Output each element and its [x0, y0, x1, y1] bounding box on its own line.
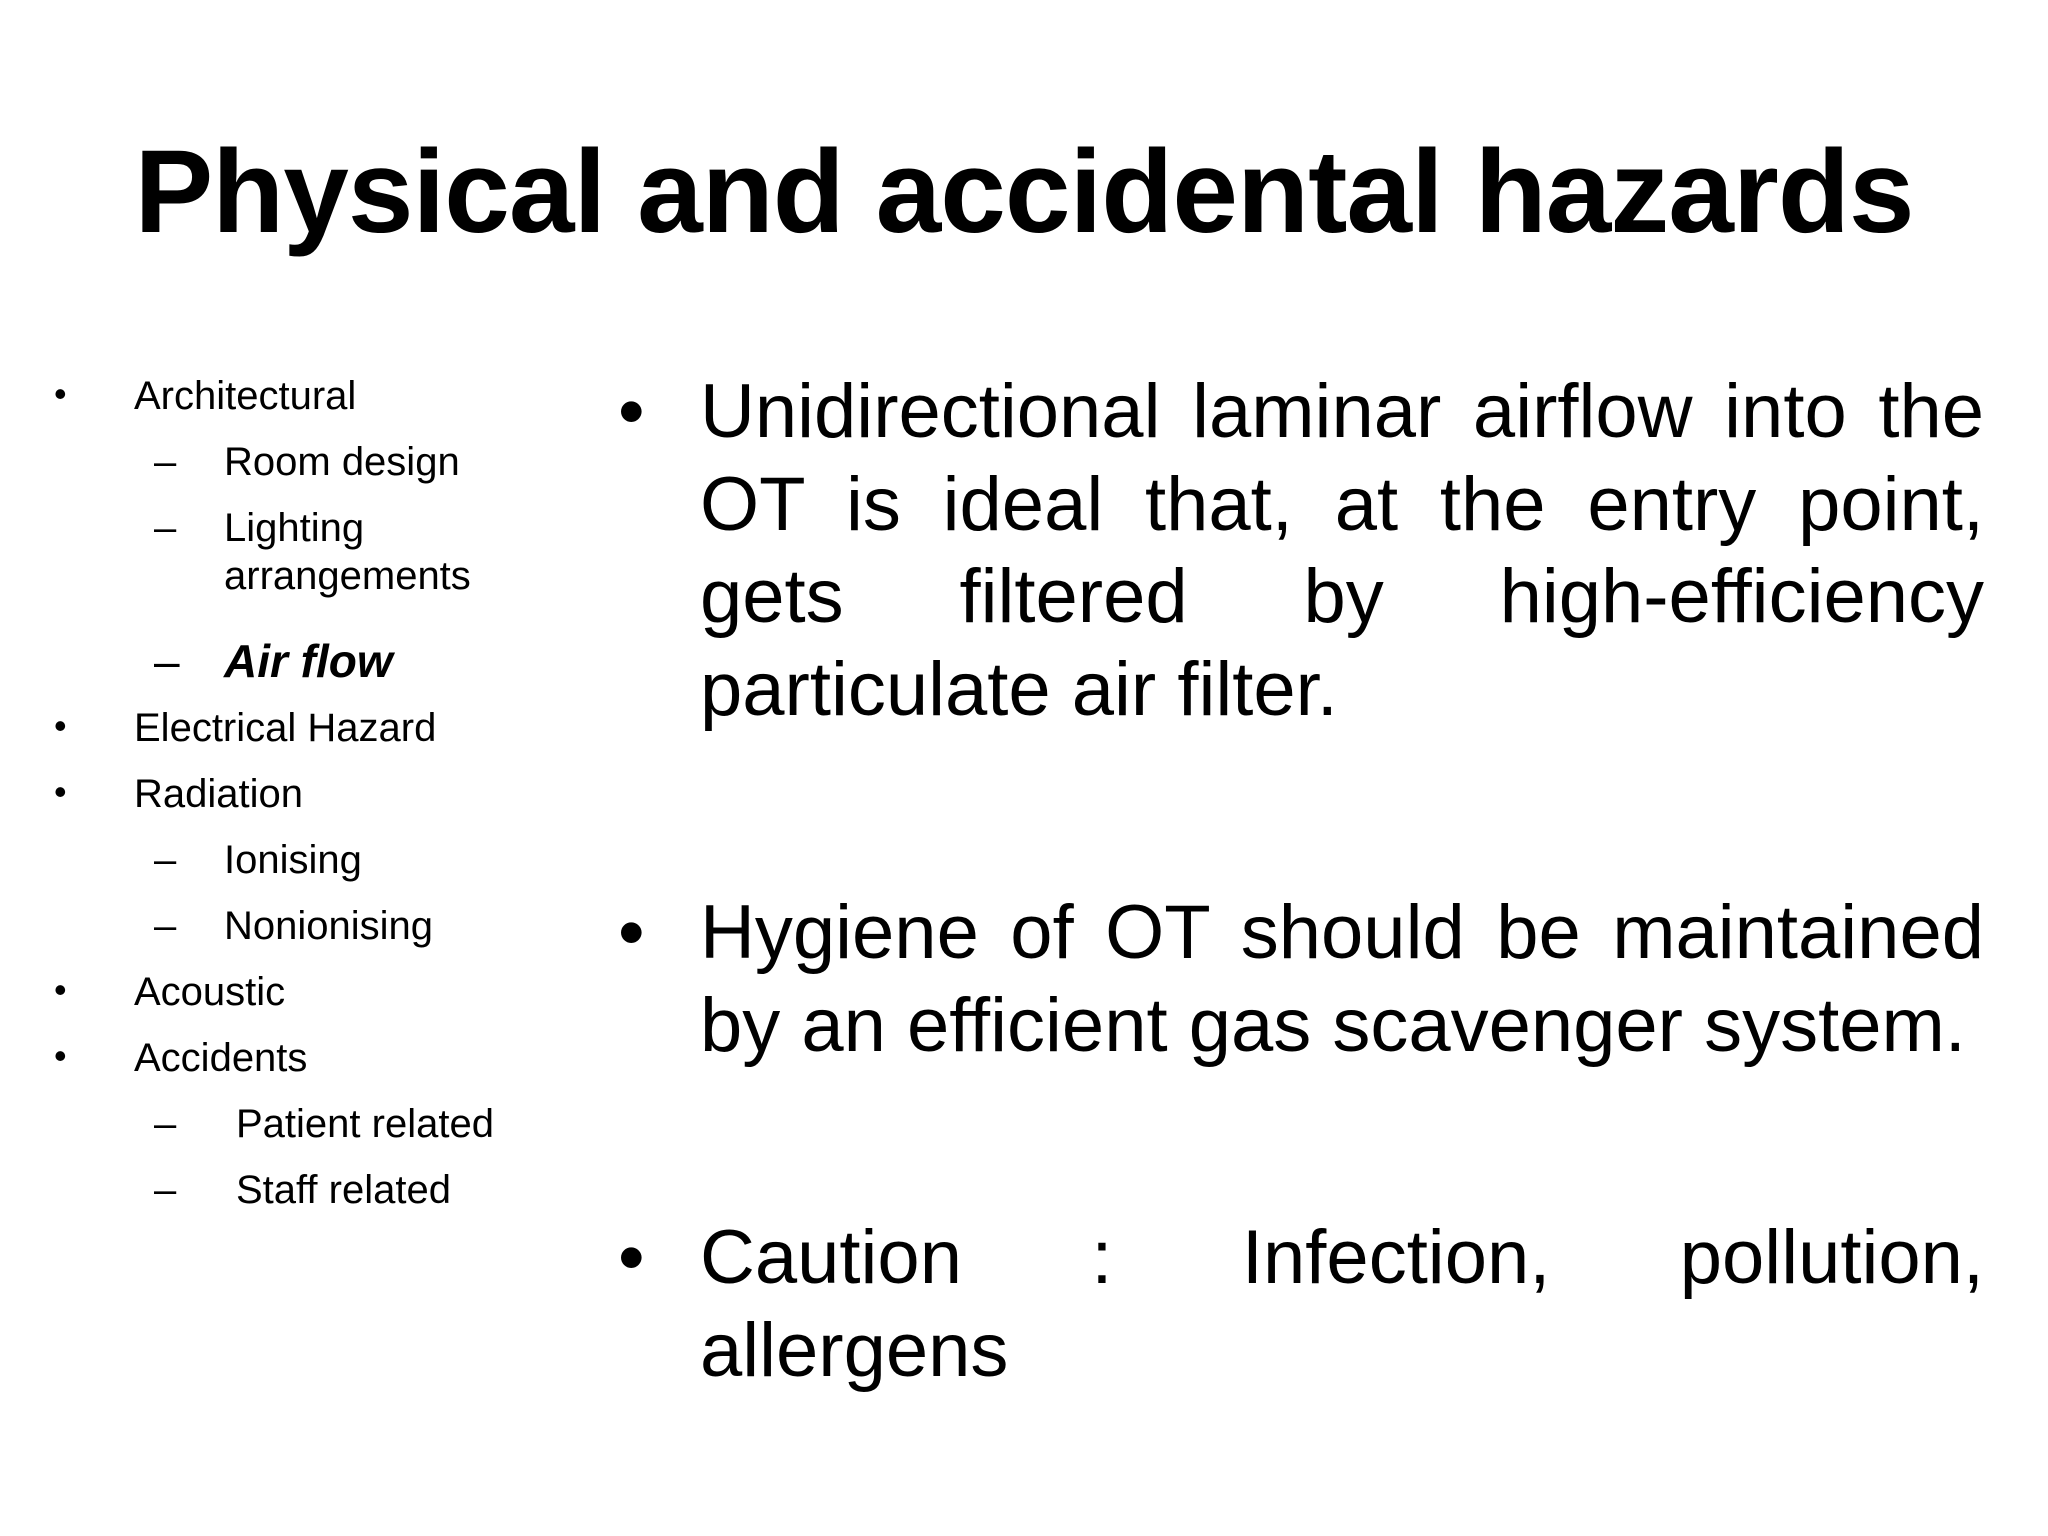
list-item: [50, 438, 570, 504]
dash-icon: –: [154, 1102, 177, 1146]
bullet-icon: •: [618, 889, 645, 975]
main-bullet: [618, 1212, 1984, 1397]
main-bullet: [618, 887, 1984, 1072]
bullet-icon: •: [54, 771, 67, 812]
dash-icon: –: [154, 506, 177, 550]
list-item: [50, 704, 570, 770]
main-bullets: [618, 366, 1984, 1398]
dash-icon: –: [154, 838, 177, 882]
main-bullet: [618, 366, 1984, 737]
list-item: [50, 902, 570, 968]
main-bullet-text: Caution : Infection, pollution, allergens: [700, 1215, 1984, 1394]
outline-label: Electrical Hazard: [134, 706, 437, 750]
list-item: [50, 1166, 570, 1232]
bullet-icon: •: [54, 969, 67, 1010]
main-bullet-text: Hygiene of OT should be maintained by an efficient gas scavenger system.: [700, 889, 1984, 1068]
outline-label: Accidents: [134, 1036, 308, 1080]
outline-label: Room design: [224, 440, 460, 484]
dash-icon: –: [154, 635, 180, 687]
list-item: [50, 634, 570, 704]
bullet-icon: •: [54, 705, 67, 746]
outline-label: Patient related: [236, 1102, 494, 1146]
bullet-icon: •: [618, 369, 645, 454]
dash-icon: –: [154, 440, 177, 484]
list-item: [50, 836, 570, 902]
outline-label: Nonionising: [224, 904, 434, 948]
dash-icon: –: [154, 904, 177, 948]
outline-label: Acoustic: [134, 970, 286, 1014]
bullet-icon: •: [54, 1035, 67, 1076]
main-bullet-text: Unidirectional laminar airflow into the OT is ideal that, at the entry point, gets filtered by high-efficiency particulate air filter.: [700, 369, 1984, 733]
outline-label: Staff related: [236, 1168, 451, 1212]
dash-icon: –: [154, 1168, 177, 1212]
outline-list: [50, 372, 570, 1232]
outline-label: Radiation: [134, 772, 304, 816]
slide-title: Physical and accidental hazards: [134, 126, 1914, 258]
list-item: [50, 1034, 570, 1100]
list-item: [50, 770, 570, 836]
outline-label: Architectural: [134, 374, 357, 418]
bullet-icon: •: [54, 373, 67, 414]
list-item: [50, 504, 570, 634]
bullet-icon: •: [618, 1215, 645, 1301]
outline-label-emphasis: Air flow: [224, 635, 393, 687]
outline-label: Lighting arrangements: [224, 506, 471, 598]
outline-label: Ionising: [224, 838, 362, 882]
list-item: [50, 372, 570, 438]
list-item: [50, 1100, 570, 1166]
list-item: [50, 968, 570, 1034]
